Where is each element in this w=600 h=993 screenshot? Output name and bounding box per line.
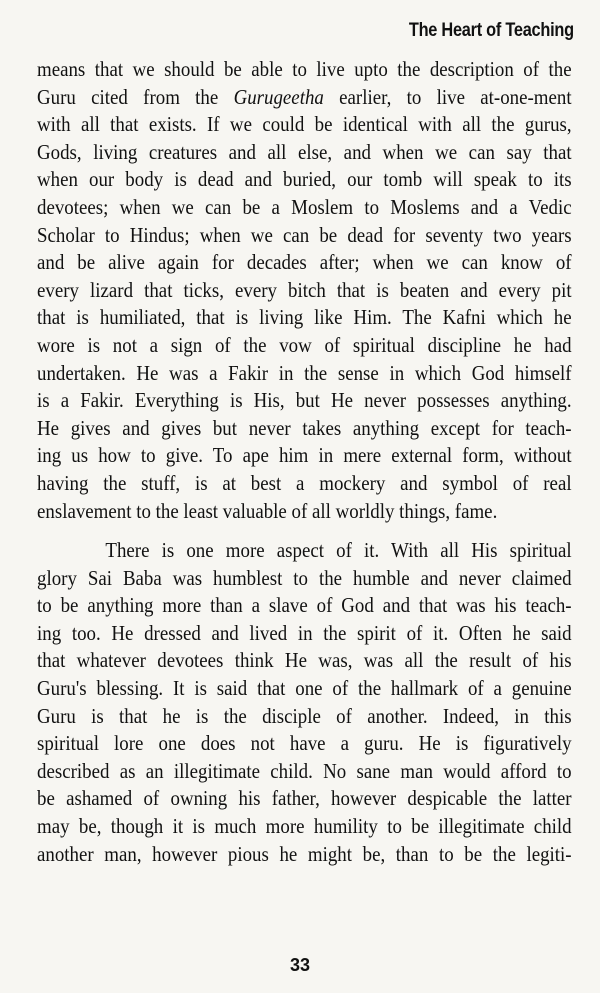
page-number: 33	[289, 955, 311, 975]
paragraph-spacer	[37, 525, 572, 537]
text-line: described as an illegitimate child. No sane man would afford to	[37, 758, 572, 783]
running-header: The Heart of Teaching	[409, 20, 574, 41]
text-line: Guru is that he is the disciple of another. Indeed, in this	[37, 703, 572, 728]
book-title-italic: Gurugeetha	[233, 84, 324, 109]
text-span: earlier, to live at-one-ment	[323, 84, 572, 109]
text-line: that whatever devotees think He was, was all the result of his	[37, 648, 572, 673]
text-line: devotees; when we can be a Moslem to Moslems and a Vedic	[37, 194, 572, 219]
text-line: may be, though it is much more humility to be illegitimate child	[37, 814, 572, 839]
text-line: wore is not a sign of the vow of spiritual discipline he had	[37, 332, 572, 357]
text-line: when our body is dead and buried, our tomb will speak to its	[37, 167, 572, 192]
paragraph-2	[37, 537, 572, 868]
text-line: to be anything more than a slave of God and that was his teach-	[37, 593, 572, 618]
text-line: He gives and gives but never takes anything except for teach-	[37, 415, 572, 440]
text-line: ing too. He dressed and lived in the spirit of it. Often he said	[37, 620, 572, 645]
text-line: Scholar to Hindus; when we can be dead for seventy two years	[37, 222, 572, 247]
page-body	[37, 56, 572, 868]
text-line: another man, however pious he might be, than to be the legiti-	[37, 841, 572, 866]
text-line: Gods, living creatures and all else, and when we can say that	[37, 139, 572, 164]
text-line: means that we should be able to live upto the description of the	[37, 57, 572, 81]
text-line: having the stuff, is at best a mockery and symbol of real	[37, 470, 572, 495]
text-line: Guru's blessing. It is said that one of the hallmark of a genuine	[37, 676, 572, 701]
text-line: be ashamed of owning his father, however despicable the latter	[37, 786, 572, 811]
text-line: that is humiliated, that is living like Him. The Kafni which he	[37, 305, 572, 330]
text-line: is a Fakir. Everything is His, but He never possesses anything.	[37, 388, 572, 413]
text-line: undertaken. He was a Fakir in the sense in which God himself	[37, 360, 572, 385]
text-span: Guru cited from the	[37, 84, 234, 109]
text-line: enslavement to the least valuable of all worldly things, fame.	[37, 498, 498, 523]
text-line: There is one more aspect of it. With all His spiritual	[105, 538, 572, 563]
text-line: ing us how to give. To ape him in mere external form, without	[37, 443, 572, 468]
text-line: every lizard that ticks, every bitch that is beaten and every pit	[37, 277, 572, 302]
text-line: with all that exists. If we could be identical with all the gurus,	[37, 112, 572, 137]
text-line: glory Sai Baba was humblest to the humble and never claimed	[37, 565, 572, 590]
text-line: and be alive again for decades after; when we can know of	[37, 250, 572, 275]
text-line	[37, 84, 572, 112]
text-line: spiritual lore one does not have a guru. He is figuratively	[37, 731, 572, 756]
paragraph-1	[37, 56, 572, 525]
